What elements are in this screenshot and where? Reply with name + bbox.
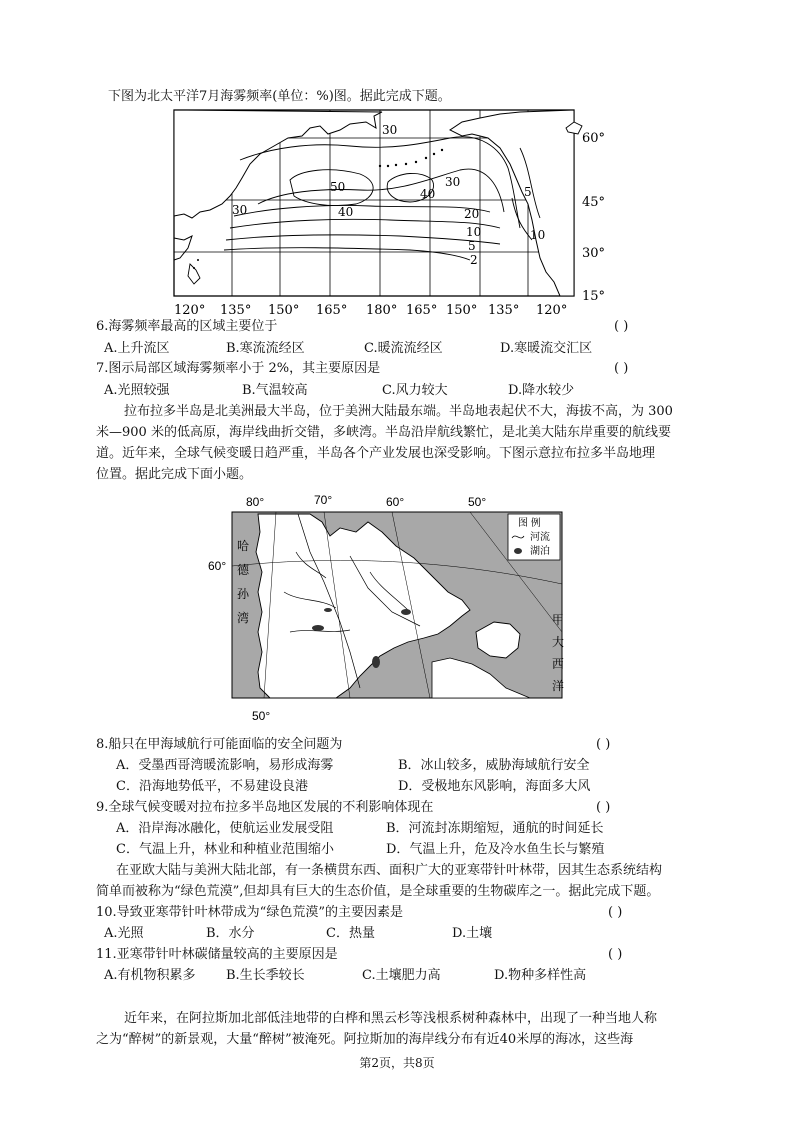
lon-label: 150° [268, 303, 300, 318]
option-c[interactable]: C.暖流流经区 [364, 341, 443, 356]
sea-label-char: 大 [552, 635, 565, 649]
lat-label: 30° [582, 246, 606, 261]
sea-label-char: 洋 [552, 679, 565, 693]
passage-line: 简单而被称为“绿色荒漠”,但却具有巨大的生态价值，是全球重要的生物碳库之一。据此完成下题。 [96, 884, 660, 899]
option-c[interactable]: C．沿海地势低平，不易建设良港 [116, 779, 308, 794]
contour-label: 2 [470, 253, 478, 267]
lon-label: 165° [316, 303, 348, 318]
lon-label: 120° [536, 303, 568, 318]
lon-label: 165° [406, 303, 438, 318]
lon-label: 135° [220, 303, 252, 318]
passage-line: 近年来，在阿拉斯加北部低洼地带的白桦和黑云杉等浅根系树种森林中，出现了一种当地人称 [124, 1011, 658, 1026]
question-7-stem: 7.图示局部区域海雾频率小于 2%，其主要原因是 [96, 361, 381, 376]
page-footer: 第2页，共8页 [359, 1056, 435, 1070]
option-d[interactable]: D．气温上升，危及冷水鱼生长与繁殖 [386, 842, 605, 857]
option-d[interactable]: D.降水较少 [508, 383, 575, 398]
passage-line: 拉布拉多半岛是北美洲最大半岛，位于美洲大陆最东端。半岛地表起伏不大，海拔不高，为 300 [124, 404, 673, 419]
answer-blank[interactable]: ( ) [596, 737, 611, 752]
lat-label: 15° [582, 289, 606, 304]
option-d[interactable]: D.土壤 [452, 926, 493, 941]
lon-label: 70° [314, 493, 333, 507]
option-a[interactable]: A.光照较强 [104, 383, 170, 398]
lon-label: 50° [252, 709, 271, 723]
hudson-bay-char: 湾 [237, 611, 250, 625]
contour-label: 5 [524, 185, 532, 199]
hudson-bay-char: 孙 [237, 587, 250, 601]
question-6-stem: 6.海雾频率最高的区域主要位于 [96, 319, 278, 334]
hudson-bay-char: 哈 [237, 539, 250, 553]
option-a[interactable]: A.光照 [104, 926, 144, 941]
option-b[interactable]: B．冰山较多，威胁海域航行安全 [398, 758, 590, 773]
contour-label: 40 [338, 205, 354, 219]
lon-label: 50° [468, 495, 487, 509]
question-11-stem: 11.亚寒带针叶林碳储量较高的主要原因是 [96, 947, 338, 962]
lake-icon [514, 548, 522, 554]
option-a[interactable]: A.上升流区 [104, 341, 170, 356]
contour-label: 5 [468, 239, 476, 253]
sea-label-char: 西 [552, 657, 565, 671]
passage-line: 位置。据此完成下面小题。 [96, 467, 253, 482]
lon-label: 135° [488, 303, 520, 318]
contour-label: 20 [464, 207, 480, 221]
option-c[interactable]: C.土壤肥力高 [362, 968, 441, 983]
option-b[interactable]: B.气温较高 [242, 383, 308, 398]
contour-label: 10 [530, 228, 546, 242]
lon-label: 120° [174, 303, 206, 318]
answer-blank[interactable]: ( ) [614, 319, 629, 334]
contour-label: 30 [445, 175, 461, 189]
map-legend [508, 514, 560, 560]
contour-label: 40 [420, 187, 436, 201]
option-d[interactable]: D．受极地东风影响，海面多大风 [398, 779, 591, 794]
contour-label: 30 [232, 203, 248, 217]
intro-text: 下图为北太平洋7月海雾频率(单位：%)图。据此完成下题。 [108, 89, 451, 104]
fog-frequency-map [170, 108, 630, 318]
lon-label: 150° [446, 303, 478, 318]
option-d[interactable]: D.物种多样性高 [494, 968, 587, 983]
option-c[interactable]: C．热量 [326, 926, 375, 941]
option-c[interactable]: C.风力较大 [382, 383, 448, 398]
hudson-bay-char: 德 [237, 563, 250, 577]
question-10-stem: 10.导致亚寒带针叶林带成为“绿色荒漠”的主要因素是 [96, 905, 403, 920]
lat-label: 45° [582, 195, 606, 210]
lat-label: 60° [208, 559, 227, 573]
legend-lake: 湖泊 [530, 546, 550, 557]
lat-label: 60° [582, 131, 606, 146]
passage-line: 在亚欧大陆与美洲大陆北部，有一条横贯东西、面积广大的亚寒带针叶林带，因其生态系统结构 [116, 863, 663, 878]
answer-blank[interactable]: ( ) [608, 947, 623, 962]
contour-label: 30 [382, 123, 398, 137]
contour-label: 50 [330, 180, 346, 194]
option-d[interactable]: D.寒暖流交汇区 [500, 341, 593, 356]
contour-label: 10 [466, 225, 482, 239]
labrador-map [200, 492, 580, 724]
passage-line: 米—900 米的低高原，海岸线曲折交错，多峡湾。半岛沿岸航线繁忙，是北美大陆东岸重要的航线要 [96, 425, 671, 440]
legend-river: 河流 [530, 532, 550, 543]
passage-line: 之为“醉树”的新景观，大量“醉树”被淹死。阿拉斯加的海岸线分布有近40米厚的海冰，这些海 [96, 1032, 634, 1047]
option-b[interactable]: B．河流封冻期缩短，通航的时间延长 [386, 821, 604, 836]
answer-blank[interactable]: ( ) [608, 905, 623, 920]
option-a[interactable]: A．沿岸海冰融化，使航运业发展受阻 [116, 821, 334, 836]
lon-label: 60° [386, 495, 405, 509]
option-c[interactable]: C．气温上升，林业和种植业范围缩小 [116, 842, 334, 857]
lon-label: 80° [246, 495, 265, 509]
option-b[interactable]: B．水分 [206, 926, 255, 941]
question-9-stem: 9.全球气候变暖对拉布拉多半岛地区发展的不利影响体现在 [96, 800, 434, 815]
lon-label: 180° [366, 303, 398, 318]
option-b[interactable]: B.生长季较长 [226, 968, 305, 983]
answer-blank[interactable]: ( ) [596, 800, 611, 815]
answer-blank[interactable]: ( ) [614, 361, 629, 376]
legend-title: 图 例 [518, 518, 541, 529]
option-b[interactable]: B.寒流流经区 [226, 341, 305, 356]
option-a[interactable]: A．受墨西哥湾暖流影响，易形成海雾 [116, 758, 334, 773]
question-8-stem: 8.船只在甲海域航行可能面临的安全问题为 [96, 737, 343, 752]
sea-label-char: 甲 [552, 613, 565, 627]
passage-line: 道。近年来，全球气候变暖日趋严重，半岛各个产业发展也深受影响。下图示意拉布拉多半岛地理 [96, 446, 656, 461]
option-a[interactable]: A.有机物积累多 [104, 968, 196, 983]
